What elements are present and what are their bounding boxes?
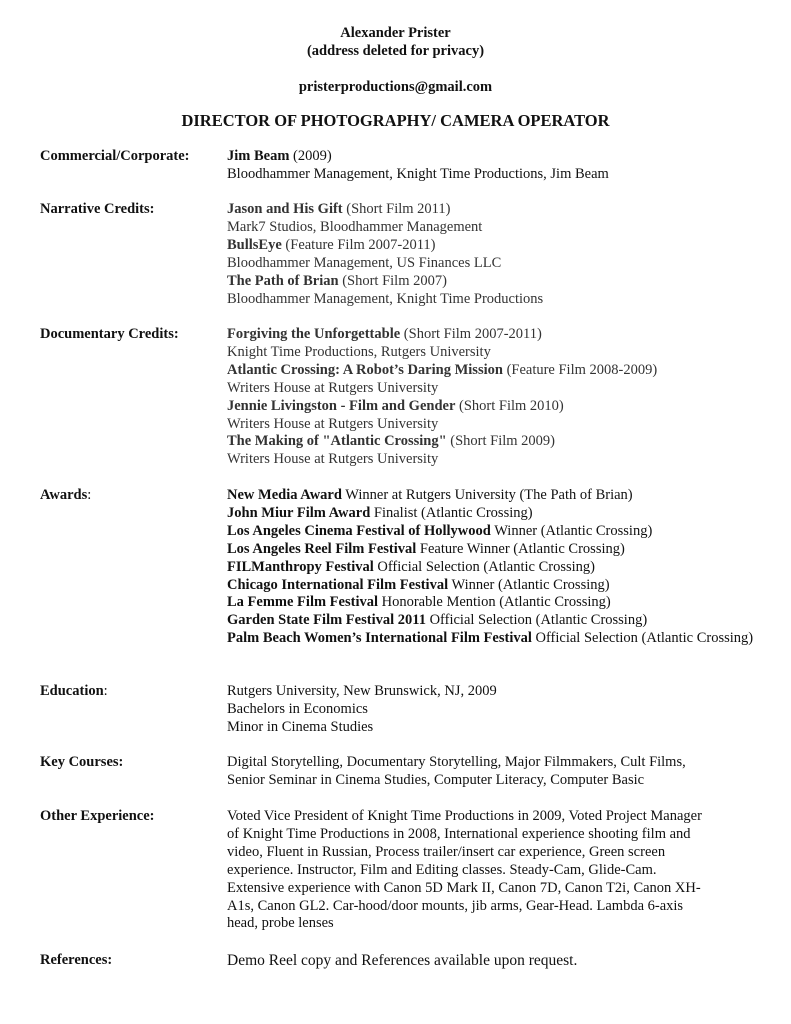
- award-title: Palm Beach Women’s International Film Festival: [227, 630, 532, 647]
- documentary-label: Documentary Credits:: [40, 326, 179, 342]
- credit-line: [227, 326, 762, 344]
- experience-text: [227, 808, 762, 933]
- credit-detail: (Short Film 2009): [446, 433, 556, 450]
- credit-companies: Knight Time Productions, Rutgers University: [227, 343, 491, 360]
- credit-title: The Path of Brian: [227, 272, 339, 289]
- experience-line: experience. Instructor, Film and Editing classes. Steady-Cam, Glide-Cam.: [227, 861, 657, 878]
- credit-title: Atlantic Crossing: A Robot’s Daring Mission: [227, 361, 503, 378]
- credit-line: [227, 201, 762, 219]
- award-title: Los Angeles Reel Film Festival: [227, 540, 417, 557]
- references-label: References:: [40, 952, 113, 968]
- commercial-credits: [227, 148, 762, 184]
- credit-detail: (Short Film 2010): [455, 397, 564, 414]
- award-title: New Media Award: [227, 487, 342, 503]
- award-item: [227, 559, 762, 577]
- award-title: La Femme Film Festival: [227, 594, 378, 611]
- credit-companies: Bloodhammer Management, US Finances LLC: [227, 254, 502, 271]
- award-item: [227, 505, 762, 523]
- credit-line: [227, 433, 762, 451]
- credit-line: [227, 273, 762, 291]
- credit-line: [227, 237, 762, 255]
- experience-line: Extensive experience with Canon 5D Mark II, Canon 7D, Canon T2i, Canon XH-: [227, 879, 701, 896]
- education-label: [40, 683, 108, 700]
- education-details: [227, 683, 762, 737]
- education-line: Minor in Cinema Studies: [227, 718, 374, 735]
- credit-companies: Writers House at Rutgers University: [227, 415, 439, 432]
- award-detail: Winner (Atlantic Crossing): [490, 522, 653, 539]
- awards-label: [40, 487, 91, 504]
- experience-line: of Knight Time Productions in 2008, International experience shooting film and: [227, 825, 691, 842]
- credit-title: Jim Beam: [227, 148, 290, 164]
- narrative-label: Narrative Credits:: [40, 201, 155, 217]
- courses-line: Digital Storytelling, Documentary Storytelling, Major Filmmakers, Cult Films,: [227, 754, 686, 770]
- references-text: Demo Reel copy and References available upon request.: [227, 952, 578, 969]
- credit-title: Jennie Livingston - Film and Gender: [227, 397, 456, 414]
- credit-detail: (Short Film 2007-2011): [400, 326, 542, 342]
- applicant-address: (address deleted for privacy): [306, 43, 485, 59]
- credit-companies: Mark7 Studios, Bloodhammer Management: [227, 218, 483, 235]
- experience-label: Other Experience:: [40, 808, 155, 824]
- credit-title: BullsEye: [227, 236, 282, 253]
- courses-list: [227, 754, 762, 790]
- award-detail: Winner (Atlantic Crossing): [448, 576, 610, 593]
- credit-companies: Writers House at Rutgers University: [227, 379, 439, 396]
- award-detail: Finalist (Atlantic Crossing): [370, 504, 533, 521]
- courses-label: Key Courses:: [40, 754, 124, 770]
- awards-label-colon: :: [87, 487, 92, 503]
- award-item: [227, 487, 762, 505]
- credit-line: [227, 362, 762, 380]
- award-detail: Official Selection (Atlantic Crossing): [425, 612, 648, 629]
- experience-line: Voted Vice President of Knight Time Productions in 2009, Voted Project Manager: [227, 808, 702, 824]
- credit-line: [227, 148, 762, 166]
- award-title: Los Angeles Cinema Festival of Hollywood: [227, 522, 491, 539]
- credit-detail: (Short Film 2011): [342, 201, 451, 217]
- award-item: [227, 630, 762, 648]
- education-label-colon: :: [103, 683, 108, 699]
- applicant-name: Alexander Prister: [340, 25, 451, 41]
- narrative-credits: [227, 201, 762, 308]
- credit-detail: (Short Film 2007): [338, 272, 447, 289]
- awards-label-text: Awards: [40, 487, 88, 503]
- credit-title: The Making of "Atlantic Crossing": [227, 433, 447, 450]
- award-detail: Official Selection (Atlantic Crossing): [373, 558, 595, 575]
- commercial-label: Commercial/Corporate:: [40, 148, 190, 164]
- credit-companies: Writers House at Rutgers University: [227, 451, 439, 468]
- award-detail: Winner at Rutgers University (The Path of Brian): [341, 487, 633, 503]
- courses-line: Senior Seminar in Cinema Studies, Computer Literacy, Computer Basic: [227, 771, 645, 788]
- experience-line: A1s, Canon GL2. Car-hood/door mounts, jib arms, Gear-Head. Lambda 6-axis: [227, 897, 684, 914]
- awards-list: [227, 487, 762, 648]
- education-line: Bachelors in Economics: [227, 700, 368, 717]
- award-detail: Feature Winner (Atlantic Crossing): [416, 540, 625, 557]
- applicant-email: pristerproductions@gmail.com: [298, 79, 493, 95]
- credit-title: Jason and His Gift: [227, 201, 343, 217]
- award-title: FILManthropy Festival: [227, 558, 374, 575]
- credit-line: [227, 398, 762, 416]
- award-item: [227, 612, 762, 630]
- award-title: Garden State Film Festival 2011: [227, 612, 426, 629]
- award-detail: Honorable Mention (Atlantic Crossing): [378, 594, 611, 611]
- award-detail: Official Selection (Atlantic Crossing): [531, 630, 754, 647]
- award-item: [227, 577, 762, 595]
- education-label-text: Education: [40, 683, 104, 699]
- award-title: John Miur Film Award: [227, 504, 371, 521]
- credit-detail: (Feature Film 2008-2009): [502, 361, 658, 378]
- award-title: Chicago International Film Festival: [227, 576, 449, 593]
- credit-detail: (Feature Film 2007-2011): [281, 236, 436, 253]
- award-item: [227, 541, 762, 559]
- credit-companies: Bloodhammer Management, Knight Time Productions: [227, 290, 544, 307]
- credit-companies: Bloodhammer Management, Knight Time Productions, Jim Beam: [227, 165, 609, 182]
- credit-title: Forgiving the Unforgettable: [227, 326, 401, 342]
- experience-line: head, probe lenses: [227, 915, 334, 932]
- documentary-credits: [227, 326, 762, 469]
- job-title: DIRECTOR OF PHOTOGRAPHY/ CAMERA OPERATOR: [181, 111, 610, 130]
- education-line: Rutgers University, New Brunswick, NJ, 2009: [227, 683, 497, 699]
- award-item: [227, 594, 762, 612]
- experience-line: video, Fluent in Russian, Process trailer/insert car experience, Green screen: [227, 843, 666, 860]
- credit-detail: (2009): [289, 148, 332, 164]
- award-item: [227, 523, 762, 541]
